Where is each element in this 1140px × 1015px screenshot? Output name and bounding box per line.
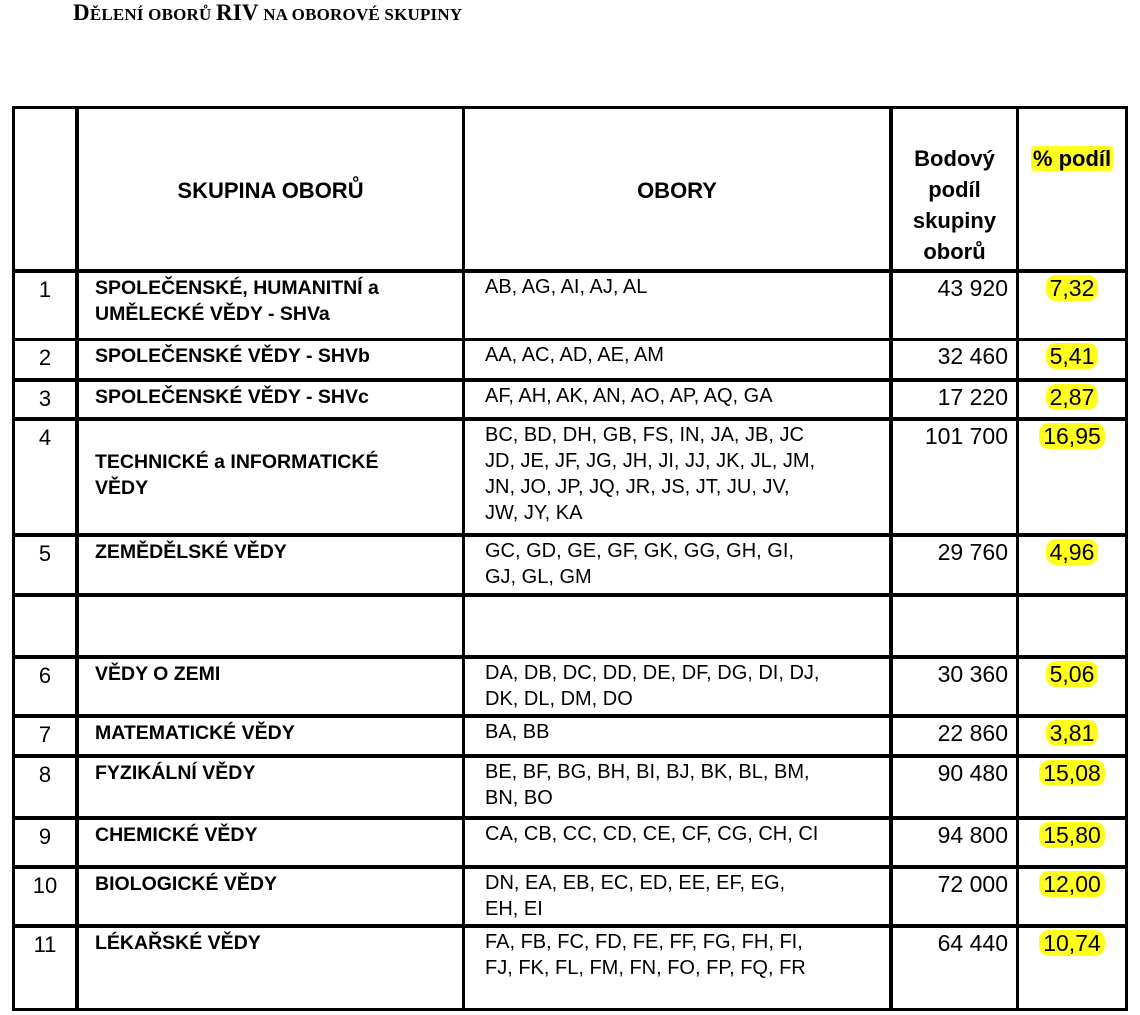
field-codes-line: FA, FB, FC, FD, FE, FF, FG, FH, FI,: [485, 931, 803, 953]
row-divider: [15, 593, 1125, 597]
field-codes: [485, 383, 885, 417]
field-codes: [485, 929, 885, 1009]
field-codes: [485, 870, 885, 924]
group-name: [95, 343, 457, 378]
row-divider: [15, 816, 1125, 820]
percent-value: [1019, 760, 1125, 816]
field-codes-line: DN, EA, EB, EC, ED, EE, EF, EG,: [485, 872, 786, 894]
percent-value: [1019, 871, 1125, 924]
row-number: 3: [38, 386, 52, 411]
field-codes: [485, 274, 885, 338]
row-number: 10: [32, 873, 58, 898]
field-codes: [485, 538, 885, 593]
points-value: 32 460: [937, 343, 1008, 369]
row-number: 4: [38, 425, 52, 450]
points-value: 72 000: [937, 871, 1008, 897]
header-fields: OBORY: [637, 178, 717, 203]
percent-highlight: 16,95: [1039, 423, 1105, 449]
row-divider: [15, 269, 1125, 273]
header-percent: [1019, 143, 1125, 183]
points-value: 90 480: [937, 760, 1008, 786]
percent-value: [1019, 661, 1125, 714]
points-value: 30 360: [937, 661, 1008, 687]
row-number: 9: [38, 824, 52, 849]
percent-highlight: 5,41: [1046, 343, 1099, 369]
points-value: 43 920: [937, 275, 1008, 301]
percent-value: [1019, 822, 1125, 865]
row-divider: [15, 865, 1125, 869]
field-codes-line: BC, BD, DH, GB, FS, IN, JA, JB, JC: [485, 424, 804, 446]
field-codes: [485, 821, 885, 865]
group-name: [95, 871, 457, 924]
field-codes-line: AB, AG, AI, AJ, AL: [485, 276, 648, 298]
percent-highlight: 5,06: [1046, 661, 1099, 687]
field-codes: [485, 660, 885, 714]
field-codes-line: DK, DL, DM, DO: [485, 688, 633, 710]
field-codes-line: GJ, GL, GM: [485, 566, 592, 588]
group-name: [95, 599, 457, 655]
row-number: 11: [33, 932, 57, 957]
row-divider: [15, 378, 1125, 382]
row-number: 7: [38, 722, 52, 747]
document-title: [73, 0, 462, 26]
points-value: 101 700: [924, 423, 1008, 449]
header-percent-label: % podíl: [1032, 146, 1112, 171]
group-name-line: ZEMĚDĚLSKÉ VĚDY: [95, 541, 287, 563]
header-points-line: podíl: [928, 177, 981, 202]
group-name-line: FYZIKÁLNÍ VĚDY: [95, 762, 256, 784]
percent-value: [1019, 720, 1125, 754]
points-value: 64 440: [937, 930, 1008, 956]
header-points-line: skupiny: [912, 208, 997, 233]
row-divider: [15, 338, 1125, 341]
field-codes-line: EH, EI: [485, 898, 543, 920]
percent-highlight: 7,32: [1046, 275, 1099, 301]
title-riv: RIV: [215, 0, 259, 25]
row-divider: [15, 655, 1125, 659]
percent-highlight: 10,74: [1039, 930, 1105, 956]
header-points: [893, 143, 1016, 269]
header-points-line: oborů: [923, 239, 986, 264]
header-points-line: Bodový: [914, 146, 995, 171]
group-name-line: SPOLEČENSKÉ VĚDY - SHVb: [95, 345, 370, 367]
points-value: 29 760: [937, 539, 1008, 565]
row-divider: [15, 417, 1125, 421]
group-name-line: TECHNICKÉ a INFORMATICKÉ: [95, 451, 379, 473]
row-number: 6: [38, 663, 52, 688]
group-name-line: CHEMICKÉ VĚDY: [95, 824, 258, 846]
field-codes-line: AF, AH, AK, AN, AO, AP, AQ, GA: [485, 385, 773, 407]
field-codes: [485, 719, 885, 754]
row-divider: [15, 533, 1125, 537]
row-divider: [15, 924, 1125, 928]
field-codes: [485, 342, 885, 378]
percent-value: [1019, 275, 1125, 338]
group-name: [95, 539, 457, 593]
row-number: 1: [38, 277, 52, 302]
field-codes-line: CA, CB, CC, CD, CE, CF, CG, CH, CI: [485, 823, 819, 845]
group-name: [95, 384, 457, 417]
group-name: [95, 930, 457, 1009]
field-codes-line: BA, BB: [485, 721, 550, 743]
row-number: 2: [38, 345, 52, 370]
group-name: [95, 661, 457, 714]
percent-highlight: 12,00: [1039, 871, 1105, 897]
group-name: [95, 822, 457, 865]
percent-value: [1019, 930, 1125, 1009]
field-codes-line: GC, GD, GE, GF, GK, GG, GH, GI,: [485, 540, 794, 562]
row-number: 8: [38, 762, 52, 787]
group-name-line: UMĚLECKÉ VĚDY - SHVa: [95, 303, 330, 325]
group-name: [95, 720, 457, 754]
group-name-line: MATEMATICKÉ VĚDY: [95, 722, 295, 744]
field-codes-line: JN, JO, JP, JQ, JR, JS, JT, JU, JV,: [485, 476, 790, 498]
points-value: 22 860: [937, 720, 1008, 746]
field-codes: [485, 422, 885, 533]
points-value: 17 220: [937, 384, 1008, 410]
fields-table: [12, 106, 1128, 1011]
group-name-line: LÉKAŘSKÉ VĚDY: [95, 932, 261, 954]
percent-value: [1019, 423, 1125, 533]
field-codes-line: JD, JE, JF, JG, JH, JI, JJ, JK, JL, JM,: [485, 450, 816, 472]
title-initial: D: [73, 0, 90, 25]
field-codes-line: BE, BF, BG, BH, BI, BJ, BK, BL, BM,: [485, 761, 810, 783]
row-number: [15, 601, 75, 655]
row-number: 5: [38, 541, 52, 566]
title-part-1: ĚLENÍ OBORŮ: [89, 5, 216, 24]
group-name-line: BIOLOGICKÉ VĚDY: [95, 873, 278, 895]
field-codes-line: JW, JY, KA: [485, 502, 583, 524]
row-divider: [15, 714, 1125, 718]
field-codes-line: DA, DB, DC, DD, DE, DF, DG, DI, DJ,: [485, 662, 820, 684]
group-name-line: SPOLEČENSKÉ VĚDY - SHVc: [95, 386, 369, 408]
field-codes-line: AA, AC, AD, AE, AM: [485, 344, 664, 366]
field-codes-line: FJ, FK, FL, FM, FN, FO, FP, FQ, FR: [485, 957, 806, 979]
field-codes: [485, 759, 885, 816]
field-codes: [485, 598, 885, 655]
row-divider: [15, 754, 1125, 758]
field-codes-line: BN, BO: [485, 787, 553, 809]
percent-highlight: 4,96: [1046, 539, 1099, 565]
percent-value: [1019, 539, 1125, 593]
group-name-line: SPOLEČENSKÉ, HUMANITNÍ a: [95, 277, 379, 299]
points-value: 94 800: [937, 822, 1008, 848]
group-name-line: VĚDY O ZEMI: [95, 663, 221, 685]
percent-highlight: 15,80: [1039, 822, 1105, 848]
group-name: [95, 760, 457, 816]
points-value: [893, 599, 1008, 655]
group-name: [95, 423, 457, 533]
percent-highlight: 15,08: [1039, 760, 1105, 786]
group-name-line: VĚDY: [95, 477, 149, 499]
group-name: [95, 275, 457, 338]
percent-highlight: 3,81: [1046, 720, 1099, 746]
percent-highlight: 2,87: [1046, 384, 1099, 410]
percent-value: [1019, 343, 1125, 378]
title-part-2: NA OBOROVÉ SKUPINY: [258, 5, 463, 24]
header-group: SKUPINA OBORŮ: [177, 178, 364, 203]
percent-value: [1019, 384, 1125, 417]
